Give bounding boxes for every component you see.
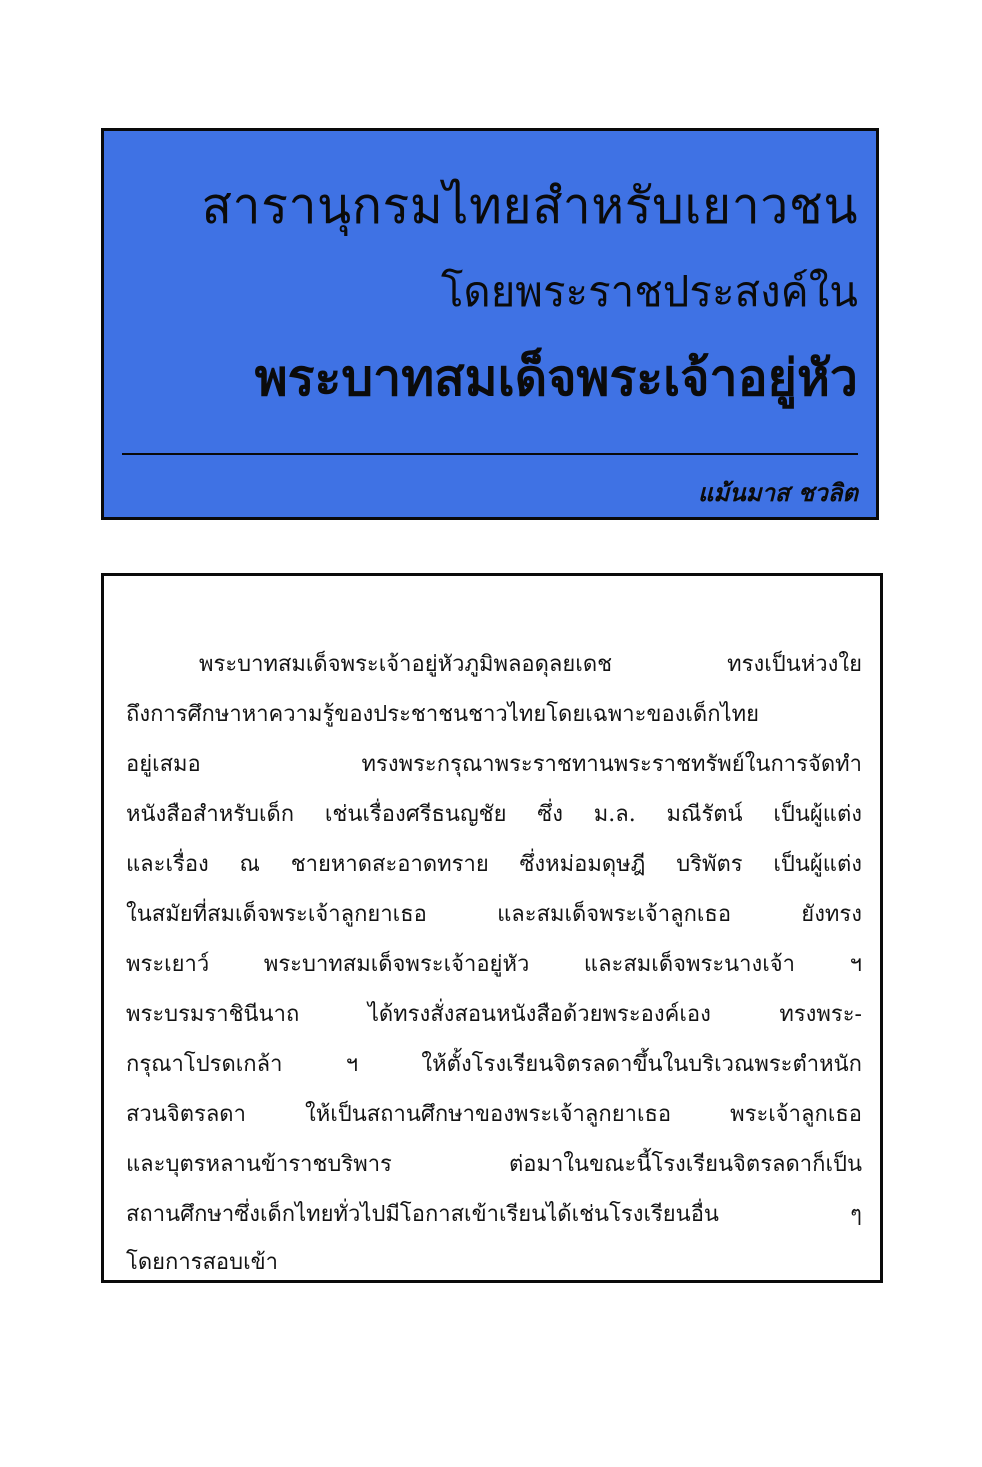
paragraph-line: พระเยาว์ พระบาทสมเด็จพระเจ้าอยู่หัว และสมเด็จพระนางเจ้า ฯ <box>126 952 862 977</box>
paragraph-line: ในสมัยที่สมเด็จพระเจ้าลูกยาเธอ และสมเด็จพระเจ้าลูกเธอ ยังทรง <box>126 902 862 927</box>
paragraph-line: ถึงการศึกษาหาความรู้ของประชาชนชาวไทยโดยเฉพาะของเด็กไทย <box>126 702 759 727</box>
paragraph-line: กรุณาโปรดเกล้า ฯ ให้ตั้งโรงเรียนจิตรลดาขึ้นในบริเวณพระตำหนัก <box>126 1052 862 1077</box>
body-text-box <box>101 573 883 1283</box>
paragraph-line: หนังสือสำหรับเด็ก เช่นเรื่องศรีธนญชัย ซึ่ง ม.ล. มณีรัตน์ เป็นผู้แต่ง <box>126 802 862 827</box>
paragraph-line: อยู่เสมอ ทรงพระกรุณาพระราชทานพระราชทรัพย์ในการจัดทำ <box>126 752 862 777</box>
title-line-1: สารานุกรมไทยสำหรับเยาวชน <box>201 177 858 235</box>
paragraph-line: และเรื่อง ณ ชายหาดสะอาดทราย ซึ่งหม่อมดุษฎี บริพัตร เป็นผู้แต่ง <box>126 852 862 877</box>
title-divider <box>122 453 858 455</box>
paragraph-line: สวนจิตรลดา ให้เป็นสถานศึกษาของพระเจ้าลูกยาเธอ พระเจ้าลูกเธอ <box>126 1102 862 1127</box>
paragraph-line: และบุตรหลานข้าราชบริพาร ต่อมาในขณะนี้โรงเรียนจิตรลดาก็เป็น <box>126 1152 862 1177</box>
title-line-2: โดยพระราชประสงค์ใน <box>440 267 858 316</box>
title-line-3: พระบาทสมเด็จพระเจ้าอยู่หัว <box>254 349 858 407</box>
paragraph-line: พระบาทสมเด็จพระเจ้าอยู่หัวภูมิพลอดุลยเดช ทรงเป็นห่วงใย <box>199 652 862 677</box>
paragraph-line-last: โดยการสอบเข้า <box>126 1250 279 1275</box>
author-name: แม้นมาส ชวลิต <box>697 479 858 507</box>
title-box <box>101 128 879 520</box>
paragraph-line: พระบรมราชินีนาถ ได้ทรงสั่งสอนหนังสือด้วยพระองค์เอง ทรงพระ- <box>126 1002 862 1027</box>
paragraph-line: สถานศึกษาซึ่งเด็กไทยทั่วไปมีโอกาสเข้าเรียนได้เช่นโรงเรียนอื่น ๆ <box>126 1202 862 1227</box>
